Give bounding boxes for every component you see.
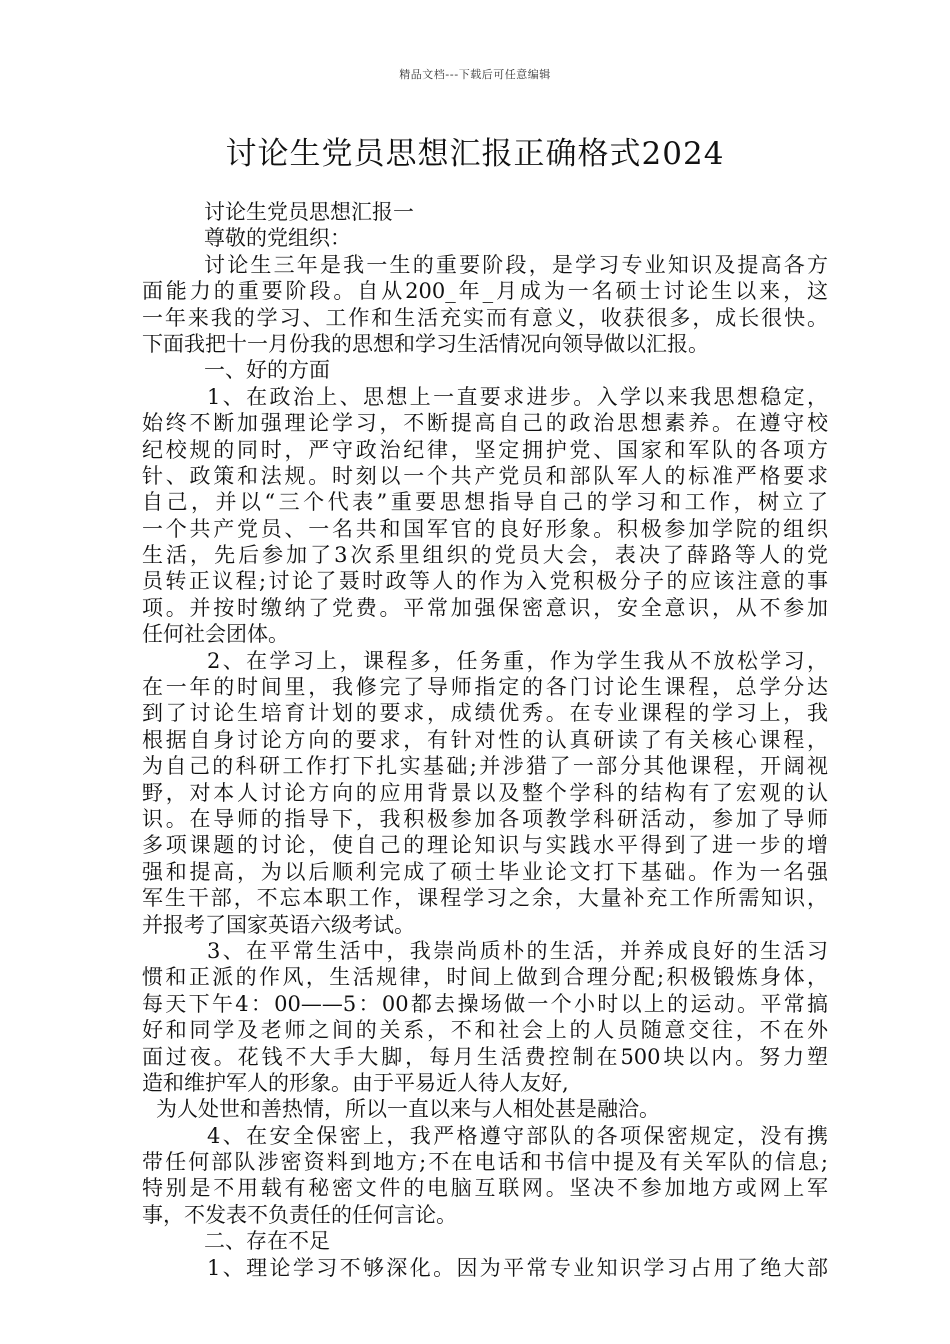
paragraph-line: 每天下午4：00——5：00都去操场做一个小时以上的运动。平常搞: [142, 991, 828, 1016]
paragraph-line: 4、在安全保密上，我严格遵守部队的各项保密规定，没有携: [207, 1123, 828, 1148]
paragraph-line: 为自己的科研工作打下扎实基础;并涉猎了一部分其他课程，开阔视: [142, 754, 828, 779]
paragraph-line: 为人处世和善热情，所以一直以来与人相处甚是融洽。: [156, 1097, 660, 1122]
paragraph-line: 造和维护军人的形象。由于平易近人待人友好,: [142, 1070, 569, 1095]
paragraph-line: 2、在学习上，课程多，任务重，作为学生我从不放松学习，: [207, 648, 828, 673]
paragraph-line: 好和同学及老师之间的关系，不和社会上的人员随意交往，不在外: [142, 1018, 828, 1043]
salutation: 尊敬的党组织：: [204, 226, 351, 251]
document-title: 讨论生党员思想汇报正确格式2024: [225, 136, 725, 172]
paragraph-line: 纪校规的同时，严守政治纪律，坚定拥护党、国家和军队的各项方: [142, 437, 828, 462]
paragraph-line: 特别是不用载有秘密文件的电脑互联网。坚决不参加地方或网上军: [142, 1176, 828, 1201]
paragraph-line: 一个共产党员、一名共和国军官的良好形象。积极参加学院的组织: [142, 516, 828, 541]
paragraph-line: 事，不发表不负责任的任何言论。: [142, 1202, 457, 1227]
paragraph-line: 1、在政治上、思想上一直要求进步。入学以来我思想稳定，: [207, 384, 828, 409]
paragraph-line: 到了讨论生培育计划的要求，成绩优秀。在专业课程的学习上，我: [142, 701, 828, 726]
paragraph-line: 员转正议程;讨论了聂时政等人的作为入党积极分子的应该注意的事: [142, 569, 828, 594]
paragraph-line: 识。在导师的指导下，我积极参加各项教学科研活动，参加了导师: [142, 806, 828, 831]
section-heading-strengths: 一、好的方面: [204, 358, 330, 383]
paragraph-line: 始终不断加强理论学习，不断提高自己的政治思想素养。在遵守校: [142, 411, 828, 436]
paragraph-line: 讨论生三年是我一生的重要阶段，是学习专业知识及提高各方: [204, 252, 828, 277]
paragraph-line: 一年来我的学习、工作和生活充实而有意义，收获很多，成长很快。: [142, 305, 828, 330]
paragraph-line: 带任何部队涉密资料到地方;不在电话和书信中提及有关军队的信息;: [142, 1150, 828, 1175]
paragraph-line: 在一年的时间里，我修完了导师指定的各门讨论生课程，总学分达: [142, 675, 828, 700]
page-header-note: 精品文档---下载后可任意编辑: [399, 68, 551, 81]
section-heading-shortcomings: 二、存在不足: [204, 1229, 330, 1254]
paragraph-line: 任何社会团体。: [142, 622, 289, 647]
paragraph-line: 1、理论学习不够深化。因为平常专业知识学习占用了绝大部: [207, 1255, 828, 1280]
paragraph-line: 根据自身讨论方向的要求，有针对性的认真研读了有关核心课程，: [142, 727, 828, 752]
paragraph-line: 惯和正派的作风，生活规律，时间上做到合理分配;积极锻炼身体，: [142, 965, 828, 990]
paragraph-line: 项。并按时缴纳了党费。平常加强保密意识，安全意识，从不参加: [142, 595, 828, 620]
paragraph-line: 并报考了国家英语六级考试。: [142, 912, 415, 937]
paragraph-line: 面过夜。花钱不大手大脚，每月生活费控制在500块以内。努力塑: [142, 1044, 828, 1069]
paragraph-line: 军生干部，不忘本职工作，课程学习之余，大量补充工作所需知识，: [142, 886, 828, 911]
paragraph-line: 多项课题的讨论，使自己的理论知识与实践水平得到了进一步的增: [142, 833, 828, 858]
paragraph-line: 生活，先后参加了3次系里组织的党员大会，表决了薛路等人的党: [142, 543, 828, 568]
paragraph-line: 野，对本人讨论方向的应用背景以及整个学科的结构有了宏观的认: [142, 780, 828, 805]
document-body: [142, 199, 828, 1281]
paragraph-line: 面能力的重要阶段。自从200_年_月成为一名硕士讨论生以来，这: [142, 279, 828, 304]
paragraph-line: 针、政策和法规。时刻以一个共产党员和部队军人的标准严格要求: [142, 463, 828, 488]
paragraph-line: 3、在平常生活中，我崇尚质朴的生活，并养成良好的生活习: [207, 938, 828, 963]
paragraph-line: 下面我把十一月份我的思想和学习生活情况向领导做以汇报。: [142, 331, 709, 356]
paragraph-line: 自己，并以“三个代表”重要思想指导自己的学习和工作，树立了: [142, 490, 828, 515]
paragraph-line: 强和提高，为以后顺利完成了硕士毕业论文打下基础。作为一名强: [142, 859, 828, 884]
section-heading-report: 讨论生党员思想汇报一: [204, 200, 414, 224]
